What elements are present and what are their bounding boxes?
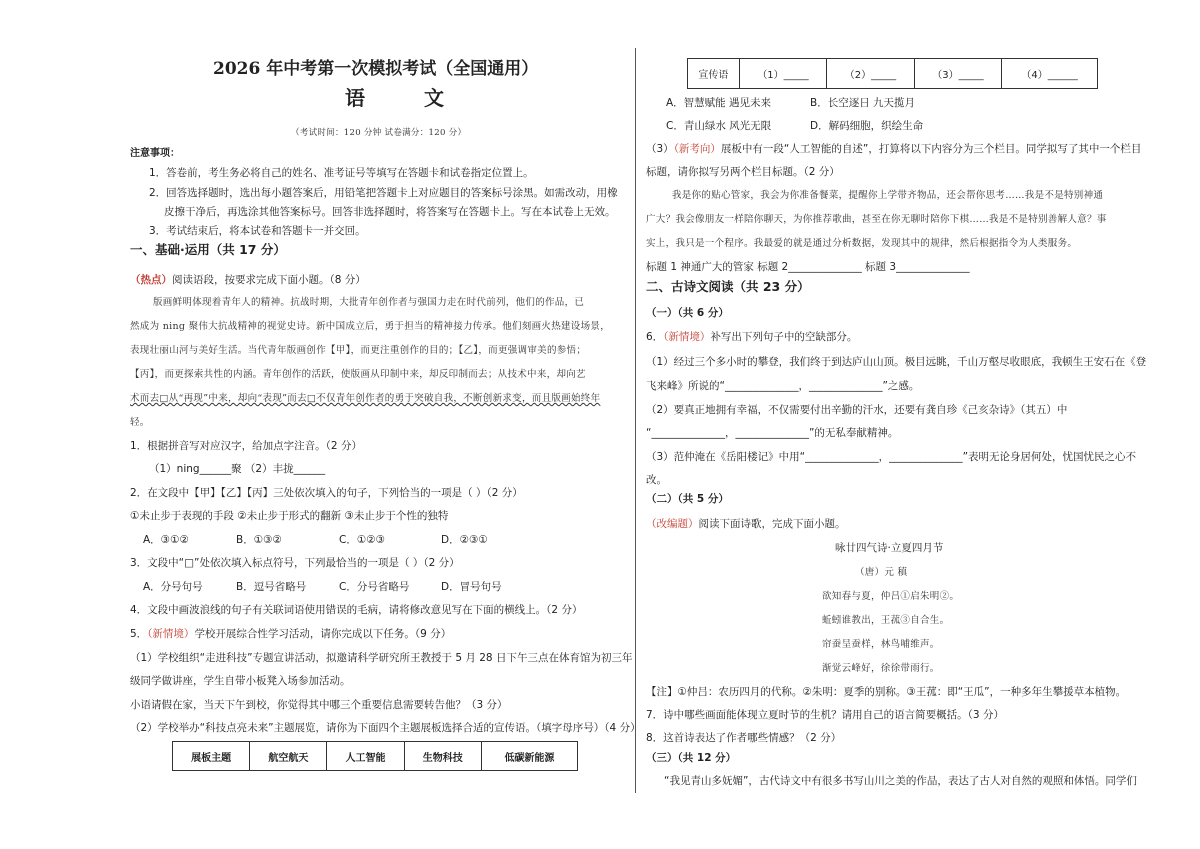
q5-1-line-c: 小语请假在家，当天下午到校，你觉得其中哪三个重要信息需要转告他？（3 分） xyxy=(130,699,508,711)
q6-tag: （新情境） xyxy=(663,331,711,343)
table-header-theme: 展板主题 xyxy=(173,742,250,771)
question-4: 4．文段中画波浪线的句子有关联词语使用错误的毛病，请将修改意见写在下面的横线上。（2 分） xyxy=(130,604,583,616)
q5-3-tag: （新考向） xyxy=(673,143,721,155)
q3-option-c: C．分号省略号 xyxy=(339,581,410,593)
subject-title: 语 文 xyxy=(345,86,470,110)
q5-2: （2）学校举办“科技点亮未来”主题展览，请你为下面四个主题展板选择合适的宣传语。（填字母序号）（4 分） xyxy=(130,722,641,734)
passage-line-2: 然成为 ning 聚伟大抗战精神的视觉史诗。新中国成立后，勇于担当的精神接力传承。他们刻画火热建设场景， xyxy=(130,321,610,332)
q6-2-line-b: “______________，______________”的无私奉献精神。 xyxy=(646,427,899,439)
slogan-d: D．解码细胞，织绘生命 xyxy=(810,120,924,132)
poem-line-4: 渐觉云峰好，徐徐带雨行。 xyxy=(822,663,940,674)
hot-tag: （热点） xyxy=(130,274,172,286)
q6-text: 补写出下列句子中的空缺部分。 xyxy=(710,331,858,343)
question-5 xyxy=(130,627,451,641)
slogan-a: A．智慧赋能 遇见未来 xyxy=(666,97,772,109)
q5-text: 学校开展综合性学习活动，请你完成以下任务。（9 分） xyxy=(194,628,452,640)
passage-line-1: 版画鲜明体现着青年人的精神。抗战时期，大批青年创作者与强国力走在时代前列，他们的作品，已 xyxy=(153,297,585,308)
q6-2-line-a: （2）要真正地拥有幸福，不仅需要付出辛勤的汗水，还要有龚自珍《己亥杂诗》（其五）中 xyxy=(646,404,1068,416)
q2-option-d: D．②③① xyxy=(441,534,488,546)
poem-title: 咏廿四气诗·立夏四月节 xyxy=(835,542,944,554)
slogan-c: C．青山绿水 风光无限 xyxy=(666,120,772,132)
notes-heading: 注意事项： xyxy=(130,148,180,159)
table-header-energy: 低碳新能源 xyxy=(481,742,577,771)
question-1: 1．根据拼音写对应汉字，给加点字注音。（2 分） xyxy=(130,440,362,452)
q5-1-line-b: 级同学做讲座，学生自带小板凳入场参加活动。 xyxy=(130,675,351,687)
q5-3-text: 展板中有一段“人工智能的自述”，打算将以下内容分为三个栏目。同学拟写了其中一个栏目 xyxy=(720,143,1142,155)
question-1-items: （1）ning______聚 （2）丰拢______ xyxy=(149,463,326,475)
passage-line-5: 术而去□从“再现”中来，却向“表现”而去□不仅青年创作者的勇于突破自我，不断创新求变，而且版画始终年 xyxy=(130,393,601,404)
ai-text-line-2: 广大？我会像朋友一样陪你聊天，为你推荐歌曲，甚至在你无聊时陪你下棋……我是不是特别善解人意？事 xyxy=(646,214,1107,225)
table-header-ai: 人工智能 xyxy=(327,742,404,771)
exam-title: 2026 年中考第一次模拟考试（全国通用） xyxy=(213,59,539,79)
slogan-blank-2: （2）_____ xyxy=(827,59,914,89)
q6-3-line-b: 改。 xyxy=(646,474,667,486)
question-3: 3．文段中“□”处依次填入标点符号，下列最恰当的一项是（ ）（2 分） xyxy=(130,557,460,569)
note-3: 3．考试结束后，将本试卷和答题卡一并交回。 xyxy=(149,225,366,237)
part-3-heading: （三）（共 12 分） xyxy=(646,752,737,764)
q5-number: 5． xyxy=(130,628,148,640)
passage-line-3: 表现壮丽山河与美好生活。当代青年版画创作【甲】，而更注重创作的目的；【乙】，而更强调审美的参悟； xyxy=(130,345,587,356)
question-2-clauses: ①未止步于表现的手段 ②未止步于形式的翻新 ③未止步于个性的独特 xyxy=(130,510,449,522)
q2-option-a: A．③①② xyxy=(143,534,189,546)
theme-table-row xyxy=(173,742,578,771)
ai-text-line-1: 我是你的贴心管家，我会为你准备餐菜，提醒你上学带齐物品，还会帮你思考……我是不是特别神通 xyxy=(672,190,1104,201)
q5-1-line-a: （1）学校组织“走进科技”专题宣讲活动，拟邀请科学研究所王教授于 5 月 28 日下午三点在体育馆为初三年 xyxy=(130,652,633,664)
q2-option-c: C．①②③ xyxy=(339,534,386,546)
hot-intro-text: 阅读语段，按要求完成下面小题。（8 分） xyxy=(172,274,366,286)
slogan-table xyxy=(687,58,1098,89)
adapt-intro xyxy=(646,517,846,531)
part-1-heading: （一）（共 6 分） xyxy=(646,307,729,319)
table-header-aerospace: 航空航天 xyxy=(250,742,327,771)
column-divider xyxy=(635,48,636,793)
poem-line-3: 帘蚕呈蚕样，林鸟哺维声。 xyxy=(822,639,940,650)
slogan-blank-1: （1）_____ xyxy=(739,59,826,89)
passage-end: 轻。 xyxy=(130,417,150,428)
q5-3-number: （3） xyxy=(646,143,674,155)
question-2: 2．在文段中【甲】【乙】【丙】三处依次填入的句子，下列恰当的一项是（ ）（2 分） xyxy=(130,487,523,499)
ai-text-line-3: 实上，我只是一个程序。我最爱的就是通过分析数据，发现其中的规律，然后根据指令为人类服务。 xyxy=(646,238,1078,249)
note-1: 1．答卷前，考生务必将自己的姓名、准考证号等填写在答题卡和试卷指定位置上。 xyxy=(149,167,534,179)
q6-number: 6． xyxy=(646,331,664,343)
part-2-heading: （二）（共 5 分） xyxy=(646,493,729,505)
slogan-b: B．长空逐日 九天揽月 xyxy=(810,97,916,109)
table-row-label: 宣传语 xyxy=(688,59,740,89)
exam-info: （考试时间：120 分钟 试卷满分：120 分） xyxy=(291,128,467,138)
q2-option-b: B．①③② xyxy=(236,534,282,546)
question-6 xyxy=(646,330,857,344)
q3-option-a: A．分号句号 xyxy=(143,581,203,593)
q6-3-line-a: （3）范仲淹在《岳阳楼记》中用“______________，______________”表明无论身居何处，忧国忧民之心不 xyxy=(646,451,1137,463)
slogan-blank-4: （4）______ xyxy=(1002,59,1098,89)
passage-line-4: 【丙】，而更探索共性的内涵。青年创作的活跃，使版画从印制中来，却反印制而去；从技术中来，却向艺 xyxy=(130,369,586,380)
adapt-tag: （改编题） xyxy=(646,518,699,530)
section-2-heading: 二、古诗文阅读（共 23 分） xyxy=(646,279,810,294)
poem-note: 【注】①仲吕：农历四月的代称。②朱明：夏季的别称。③王菰：即“王瓜”，一种多年生攀援草本植物。 xyxy=(646,686,1127,698)
theme-table xyxy=(172,741,578,771)
q5-3 xyxy=(646,142,1141,156)
hot-intro xyxy=(130,273,366,287)
q5-tag: （新情境） xyxy=(147,628,195,640)
slogan-blank-3: （3）_____ xyxy=(914,59,1001,89)
part-3-text: “我见青山多妩媚”，古代诗文中有很多书写山川之美的作品，表达了古人对自然的观照和体悟。同学们 xyxy=(664,775,1137,787)
q3-option-b: B．逗号省略号 xyxy=(236,581,307,593)
question-7: 7．诗中哪些画面能体现立夏时节的生机？请用自己的语言简要概括。（3 分） xyxy=(646,709,1004,721)
adapt-intro-text: 阅读下面诗歌，完成下面小题。 xyxy=(698,518,846,530)
q5-3-line-b: 标题，请你拟写另两个栏目标题。（2 分） xyxy=(646,166,840,178)
poem-line-1: 欲知春与夏，仲吕①启朱明②。 xyxy=(822,591,960,602)
poem-author: （唐）元 稹 xyxy=(855,567,908,578)
note-2-cont: 皮擦干净后，再选涂其他答案标号。回答非选择题时，将答案写在答题卡上。写在本试卷上无效。 xyxy=(164,206,616,218)
q6-1-line-a: （1）经过三个多小时的攀登，我们终于到达庐山山顶。极目远眺，千山万壑尽收眼底，我顿生王安石在《登 xyxy=(646,356,1147,368)
section-labels-line: 标题 1 神通广大的管家 标题 2______________ 标题 3______________ xyxy=(646,261,970,273)
table-header-biotech: 生物科技 xyxy=(404,742,481,771)
q6-1-line-b: 飞来峰》所说的“______________，______________”之感。 xyxy=(646,380,920,392)
note-2: 2．回答选择题时，选出每小题答案后，用铅笔把答题卡上对应题目的答案标号涂黑。如需改动，用橡 xyxy=(149,187,618,199)
question-8: 8．这首诗表达了作者哪些情感？（2 分） xyxy=(646,732,842,744)
slogan-table-row xyxy=(688,59,1098,89)
poem-line-2: 蚯蚓谁教出，王菰③自合生。 xyxy=(822,615,950,626)
q3-option-d: D．冒号句号 xyxy=(441,581,502,593)
section-1-heading: 一、基础·运用（共 17 分） xyxy=(130,242,286,257)
